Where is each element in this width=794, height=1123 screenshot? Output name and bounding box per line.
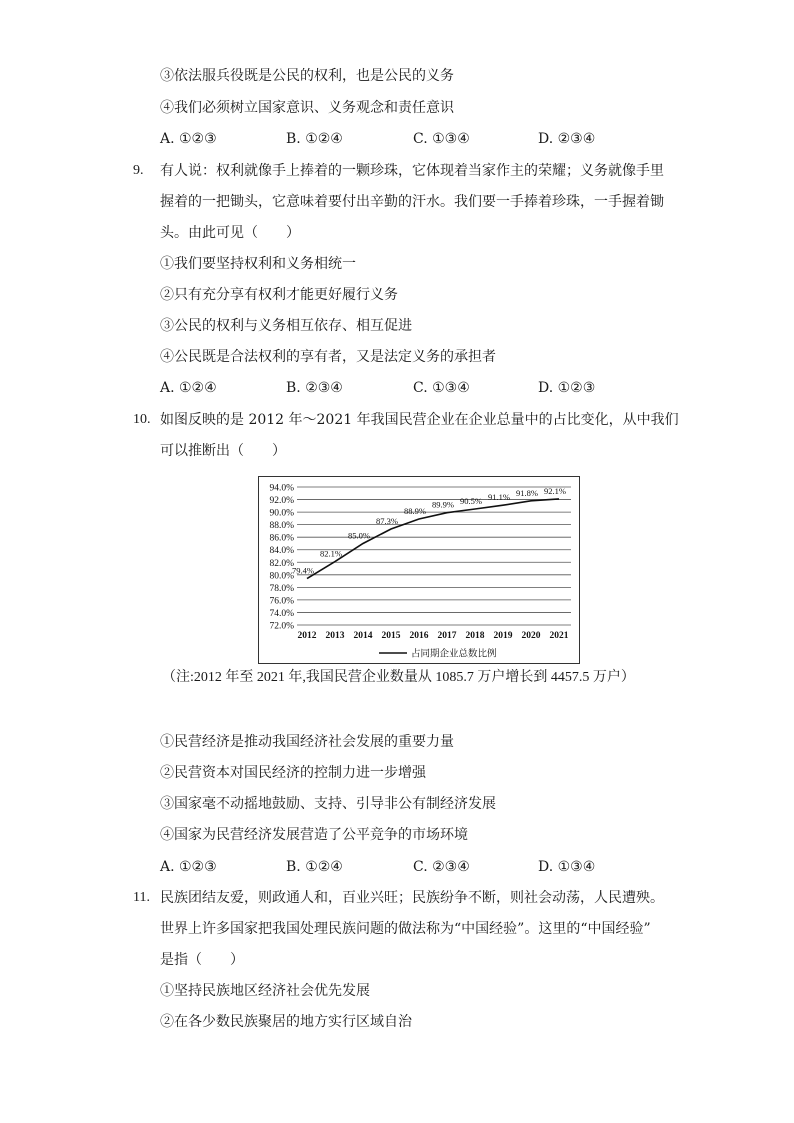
q9-option-b[interactable]: B. ②③④ — [286, 380, 343, 396]
q9-number: 9. — [133, 163, 144, 178]
q9-stem-line-2: 握着的一把锄头，它意味着要付出辛勤的汗水。我们要一手捧着珍珠，一手握着锄 — [160, 194, 664, 210]
y-tick-label: 84.0% — [269, 546, 294, 557]
y-tick-label: 88.0% — [269, 521, 294, 532]
y-tick-label: 76.0% — [269, 596, 294, 607]
y-tick-label: 72.0% — [269, 621, 294, 632]
q10-item-3: ③国家毫不动摇地鼓励、支持、引导非公有制经济发展 — [160, 796, 496, 812]
q9-item-2: ②只有充分享有权利才能更好履行义务 — [160, 287, 398, 303]
q10-option-a[interactable]: A. ①②③ — [160, 859, 217, 875]
q8-option-b[interactable]: B. ①②④ — [286, 131, 343, 147]
q10-option-c[interactable]: C. ②③④ — [413, 859, 470, 875]
q10-option-b[interactable]: B. ①②④ — [286, 859, 343, 875]
x-tick-label: 2014 — [353, 631, 373, 641]
q11-stem-line-2: 世界上许多国家把我国处理民族问题的做法称为“中国经验”。这里的“中国经验” — [160, 921, 651, 937]
q8-item-3: ③依法服兵役既是公民的权利，也是公民的义务 — [160, 68, 454, 84]
q9-stem-line-3: 头。由此可见（ ） — [160, 225, 300, 241]
q9-option-c[interactable]: C. ①③④ — [413, 380, 470, 396]
data-label: 87.3% — [376, 516, 398, 527]
q8-item-4: ④我们必须树立国家意识、义务观念和责任意识 — [160, 100, 454, 116]
y-tick-label: 90.0% — [269, 508, 294, 519]
x-tick-label: 2015 — [381, 631, 401, 641]
x-tick-label: 2021 — [549, 631, 569, 641]
q9-option-d[interactable]: D. ①②③ — [538, 380, 596, 396]
x-tick-label: 2020 — [521, 631, 541, 641]
q9-item-4: ④公民既是合法权利的享有者，又是法定义务的承担者 — [160, 349, 496, 365]
q11-stem-line-1: 民族团结友爱，则政通人和，百业兴旺；民族纷争不断，则社会动荡，人民遭殃。 — [160, 890, 664, 906]
q9-option-a[interactable]: A. ①②④ — [160, 380, 217, 396]
q10-option-d[interactable]: D. ①③④ — [538, 859, 596, 875]
q11-stem-line-3: 是指（ ） — [160, 952, 244, 968]
y-tick-label: 86.0% — [269, 533, 294, 544]
q9-item-3: ③公民的权利与义务相互依存、相互促进 — [160, 318, 412, 334]
q8-option-a[interactable]: A. ①②③ — [160, 131, 217, 147]
x-tick-label: 2019 — [493, 631, 513, 641]
line-chart-svg — [259, 477, 579, 663]
y-tick-label: 92.0% — [269, 496, 294, 507]
data-label: 89.9% — [432, 499, 454, 510]
series-line — [307, 499, 559, 579]
x-tick-label: 2017 — [437, 631, 457, 641]
q10-item-2: ②民营资本对国民经济的控制力进一步增强 — [160, 765, 426, 781]
data-label: 85.0% — [348, 530, 370, 541]
data-label: 91.1% — [488, 492, 510, 503]
y-tick-label: 82.0% — [269, 558, 294, 569]
legend-label: 占同期企业总数比例 — [411, 649, 497, 660]
q8-option-c[interactable]: C. ①③④ — [413, 131, 470, 147]
y-tick-label: 80.0% — [269, 571, 294, 582]
data-label: 82.1% — [320, 548, 342, 559]
q10-chart-note: （注:2012 年至 2021 年,我国民营企业数量从 1085.7 万户增长到 4457.5 万户） — [162, 670, 635, 685]
y-tick-label: 74.0% — [269, 608, 294, 619]
q11-number: 11. — [133, 890, 150, 905]
q11-item-2: ②在各少数民族聚居的地方实行区域自治 — [160, 1014, 412, 1030]
private-enterprise-share-chart — [258, 476, 580, 664]
data-label: 90.5% — [460, 495, 482, 506]
q10-number: 10. — [133, 412, 151, 427]
q10-item-4: ④国家为民营经济发展营造了公平竞争的市场环境 — [160, 827, 468, 843]
y-tick-label: 78.0% — [269, 583, 294, 594]
q8-option-d[interactable]: D. ②③④ — [538, 131, 596, 147]
data-label: 92.1% — [544, 485, 566, 496]
q11-item-1: ①坚持民族地区经济社会优先发展 — [160, 983, 370, 999]
data-label: 88.9% — [404, 505, 426, 516]
q9-item-1: ①我们要坚持权利和义务相统一 — [160, 256, 356, 272]
x-tick-label: 2012 — [297, 631, 317, 641]
q10-stem-line-1: 如图反映的是 2012 年～2021 年我国民营企业在企业总量中的占比变化，从中我们 — [160, 412, 679, 428]
q10-item-1: ①民营经济是推动我国经济社会发展的重要力量 — [160, 734, 454, 750]
q10-stem-line-2: 可以推断出（ ） — [160, 443, 286, 459]
data-label: 79.4% — [292, 565, 314, 576]
y-tick-label: 94.0% — [269, 483, 294, 494]
x-tick-label: 2013 — [325, 631, 345, 641]
x-tick-label: 2018 — [465, 631, 485, 641]
q9-stem-line-1: 有人说：权利就像手上捧着的一颗珍珠，它体现着当家作主的荣耀；义务就像手里 — [160, 163, 664, 179]
x-tick-label: 2016 — [409, 631, 429, 641]
data-label: 91.8% — [516, 487, 538, 498]
